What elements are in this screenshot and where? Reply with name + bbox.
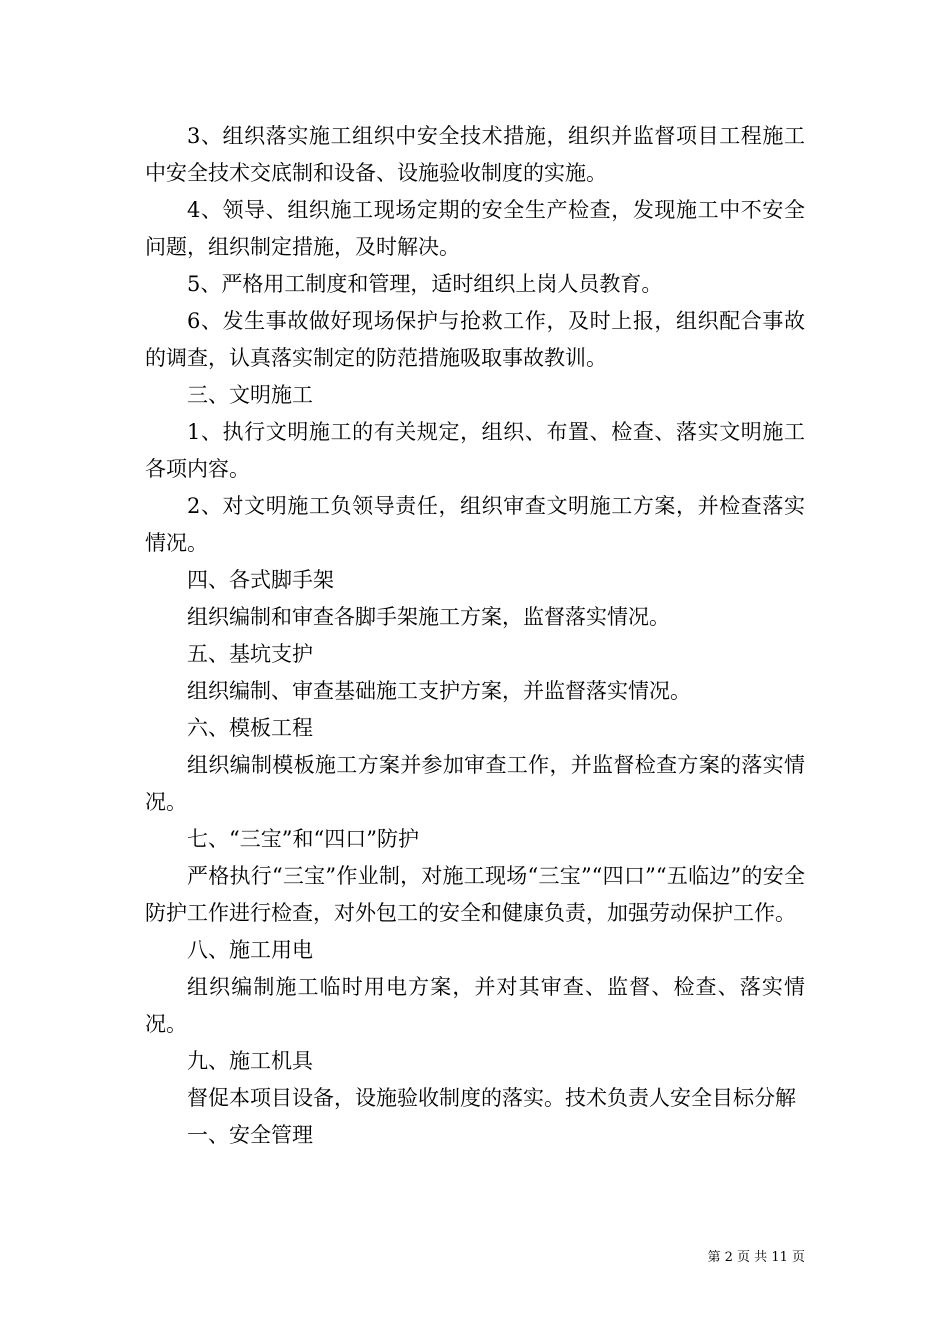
page-number: 第 2 页 共 11 页 bbox=[707, 1250, 805, 1265]
section-heading: 七、“三宝”和“四口”防护 bbox=[187, 827, 419, 851]
paragraph: 组织编制和审查各脚手架施工方案，监督落实情况。 bbox=[187, 605, 670, 629]
section-heading: 八、施工用电 bbox=[187, 938, 313, 962]
paragraph: 6、发生事故做好现场保护与抢救工作，及时上报，组织配合事故的调查，认真落实制定的防范措施吸取事故教训。 bbox=[145, 309, 805, 370]
paragraph: 3、组织落实施工组织中安全技术措施，组织并监督项目工程施工中安全技术交底制和设备、设施验收制度的实施。 bbox=[145, 124, 805, 185]
paragraph: 组织编制施工临时用电方案，并对其审查、监督、检查、落实情况。 bbox=[145, 975, 805, 1036]
section-heading: 六、模板工程 bbox=[187, 716, 313, 740]
paragraph: 组织编制模板施工方案并参加审查工作，并监督检查方案的落实情况。 bbox=[145, 753, 805, 814]
document-body bbox=[145, 118, 805, 1154]
paragraph: 2、对文明施工负领导责任，组织审查文明施工方案，并检查落实情况。 bbox=[145, 494, 805, 555]
section-heading: 四、各式脚手架 bbox=[187, 568, 334, 592]
section-heading: 一、安全管理 bbox=[187, 1123, 313, 1147]
paragraph: 4、领导、组织施工现场定期的安全生产检查，发现施工中不安全问题，组织制定措施，及时解决。 bbox=[145, 198, 805, 259]
paragraph: 督促本项目设备，设施验收制度的落实。技术负责人安全目标分解 bbox=[187, 1086, 796, 1110]
paragraph: 5、严格用工制度和管理，适时组织上岗人员教育。 bbox=[187, 272, 663, 296]
section-heading: 九、施工机具 bbox=[187, 1049, 313, 1073]
paragraph: 1、执行文明施工的有关规定，组织、布置、检查、落实文明施工各项内容。 bbox=[145, 420, 805, 481]
paragraph: 组织编制、审查基础施工支护方案，并监督落实情况。 bbox=[187, 679, 691, 703]
section-heading: 三、文明施工 bbox=[187, 383, 313, 407]
paragraph: 严格执行“三宝”作业制，对施工现场“三宝”“四口”“五临边”的安全防护工作进行检查，对外包工的安全和健康负责，加强劳动保护工作。 bbox=[145, 864, 805, 925]
section-heading: 五、基坑支护 bbox=[187, 642, 313, 666]
